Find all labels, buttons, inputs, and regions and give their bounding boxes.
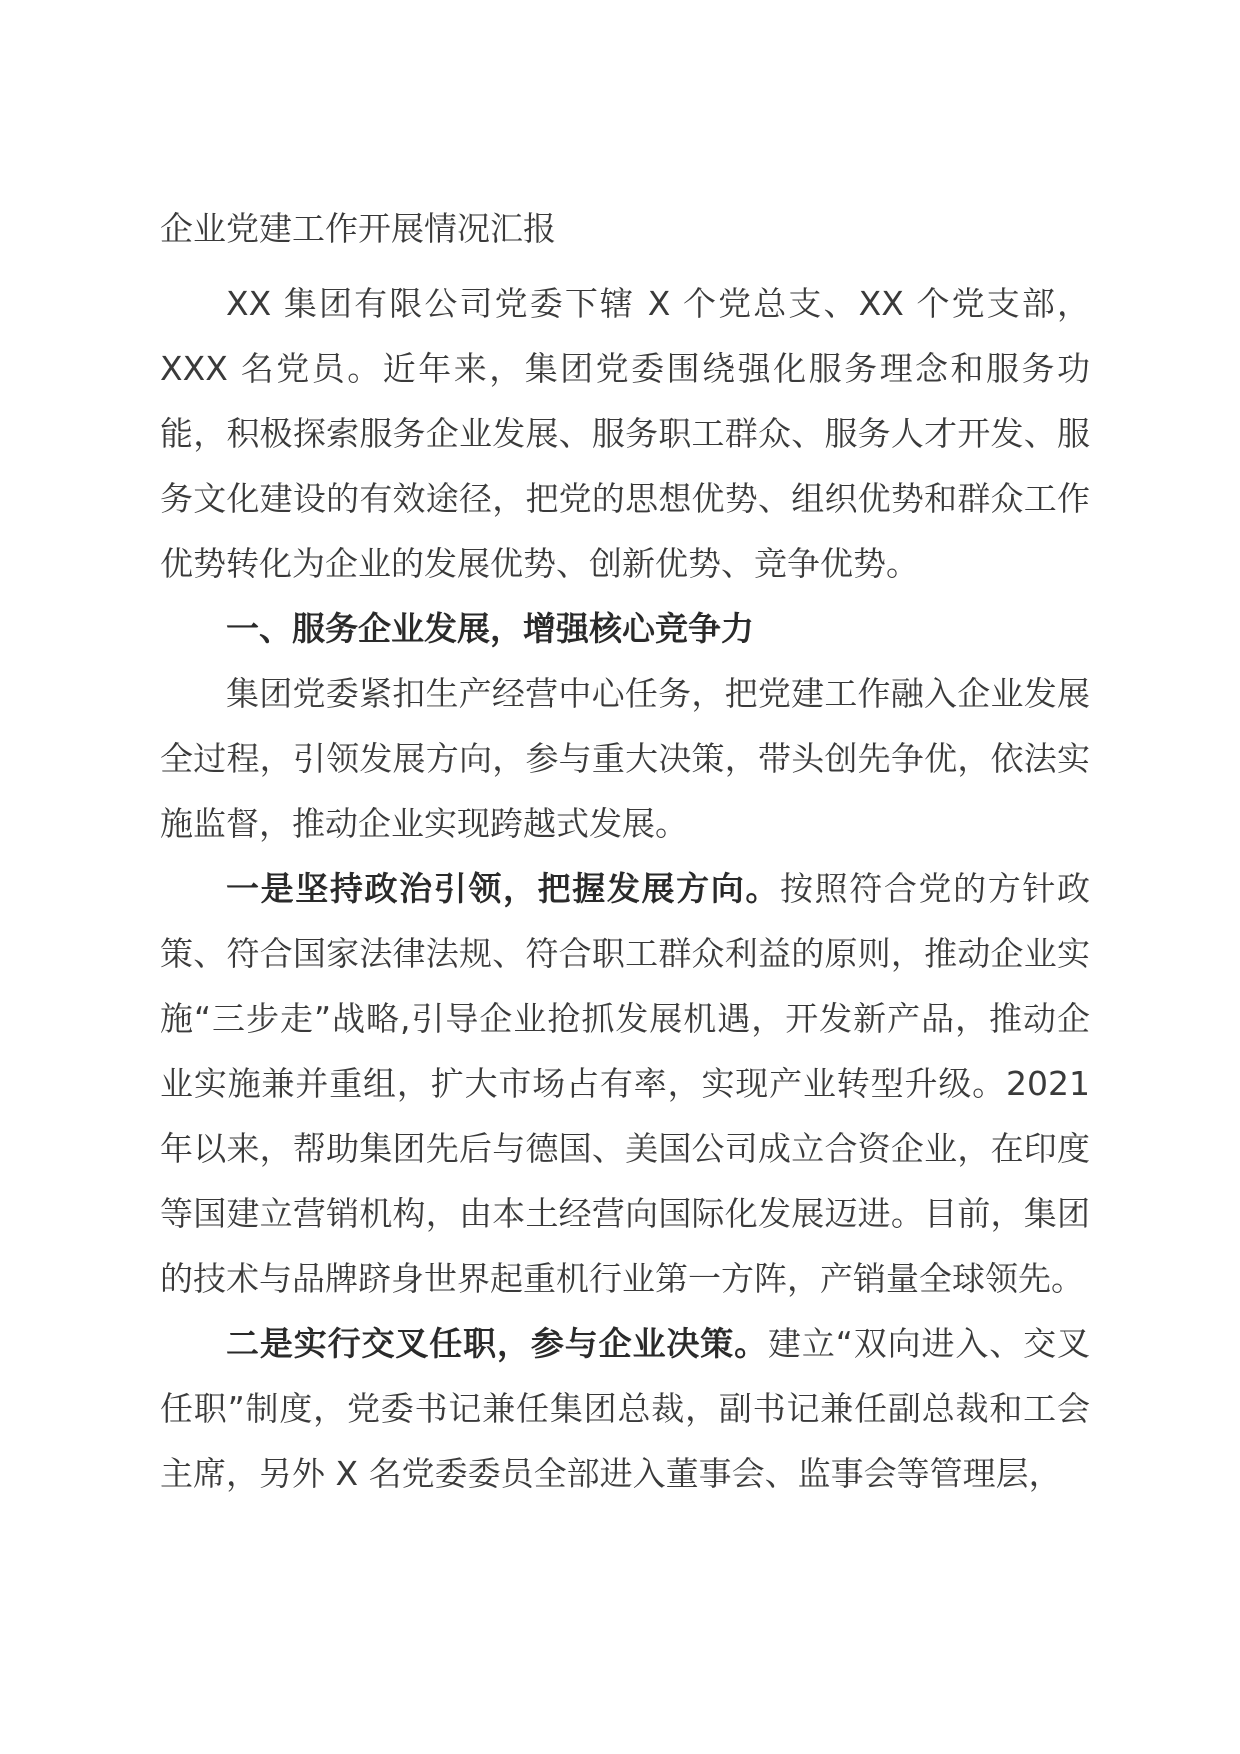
point-one-lead: 一是坚持政治引领，把握发展方向。 — [226, 869, 780, 908]
intro-paragraph: XX 集团有限公司党委下辖 X 个党总支、XX 个党支部，XXX 名党员。近年来，集团党委围绕强化服务理念和服务功能，积极探索服务企业发展、服务职工群众、服务人才开发、服务文化建设的有效途径，把党的思想优势、组织优势和群众工作优势转化为企业的发展优势、创新优势、竞争优势。 — [160, 284, 1090, 583]
document-body — [160, 196, 1090, 1506]
point-one-body: 按照符合党的方针政策、符合国家法律法规、符合职工群众利益的原则，推动企业实施“三步走”战略,引导企业抢抓发展机遇，开发新产品，推动企业实施兼并重组，扩大市场占有率，实现产业转型升级。2021 年以来，帮助集团先后与德国、美国公司成立合资企业，在印度等国建立营销机构，由本土经营向国际化发展迈进。目前，集团的技术与品牌跻身世界起重机行业第一方阵，产销量全球领先。 — [160, 869, 1090, 1298]
section-heading: 一、服务企业发展，增强核心竞争力 — [226, 609, 754, 648]
point-two-paragraph — [160, 1311, 1090, 1506]
point-two-lead: 二是实行交叉任职，参与企业决策。 — [226, 1324, 769, 1363]
section-summary-paragraph: 集团党委紧扣生产经营中心任务，把党建工作融入企业发展全过程，引领发展方向，参与重大决策，带头创先争优，依法实施监督，推动企业实现跨越式发展。 — [160, 674, 1090, 843]
document-title: 企业党建工作开展情况汇报 — [160, 209, 556, 248]
point-two-body: 建立“双向进入、交叉任职”制度，党委书记兼任集团总裁，副书记兼任副总裁和工会主席，另外 X 名党委委员全部进入董事会、监事会等管理层， — [160, 1324, 1090, 1493]
point-one-paragraph — [160, 856, 1090, 1311]
